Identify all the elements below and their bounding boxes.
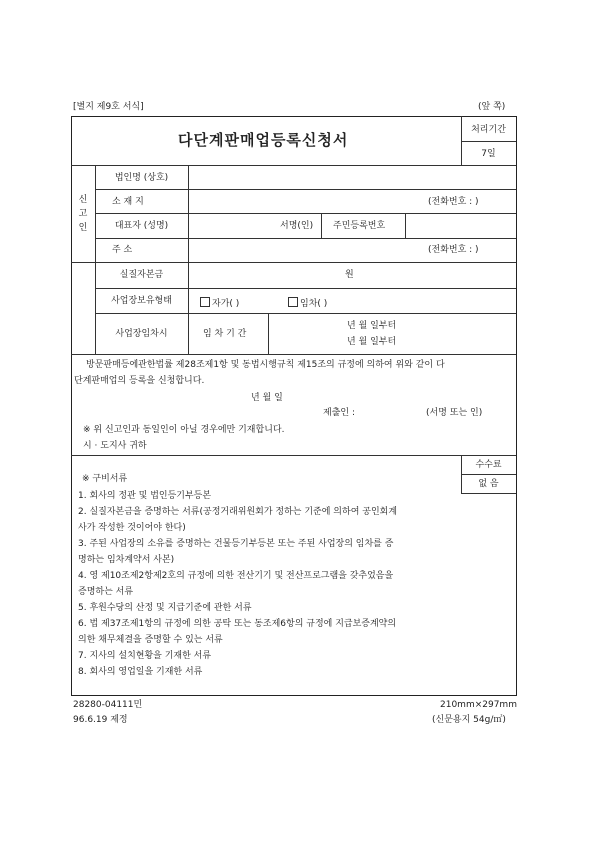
statement-line-1: 방문판매등에관한법률 제28조제1항 및 동법시행규칙 제15조의 규정에 의하여 위와 같이 다 [86,360,445,370]
processing-period-value: 7일 [481,149,496,159]
form-title: 다단계판매업등록신청서 [178,131,349,149]
page-side-label: (앞 쪽) [478,102,506,112]
lease-label: 사업장임차시 [115,329,168,339]
statement-date: 년 월 일 [251,393,283,403]
applicant-group-label: 신 고 인 [78,195,88,233]
paper-size: 210mm×297mm [440,700,517,710]
processing-period-label: 처리기간 [471,125,506,135]
submitter-field[interactable] [365,405,420,419]
ownership-lease-option[interactable]: 임차( ) [288,297,327,309]
location-field[interactable] [189,190,409,212]
location-label: 소 재 지 [112,197,144,207]
company-name-field[interactable] [189,166,515,188]
statement-note: ※ 위 신고인과 동일인이 아닐 경우에만 기재합니다. [83,425,285,435]
document-item: 4. 영 제10조제2항제2호의 규정에 의한 전산기기 및 전산프로그램을 갖추었음을 [78,571,394,581]
location-phone: (전화번호 : ) [428,197,479,207]
resident-number-label: 주민등록번호 [333,221,386,231]
document-item: 3. 주된 사업장의 소유를 증명하는 건물등기부등본 또는 주된 사업장의 임차를 증 [78,539,394,549]
enactment-date: 96.6.19 제정 [73,715,128,725]
lease-period-start: 년 월 일부터 [347,321,397,331]
representative-label: 대표자 (성명) [114,221,169,231]
form-code: 28280-04111민 [73,700,143,710]
representative-field[interactable] [189,214,277,236]
document-item: 6. 법 제37조제1항의 규정에 의한 공탁 또는 동조제6항의 규정에 지급보증계약의 [78,619,397,629]
documents-heading: ※ 구비서류 [82,474,128,484]
fee-value: 없 음 [478,479,499,489]
document-item: 명하는 임차계약서 사본) [78,555,175,565]
ownership-label: 사업장보유형태 [111,296,172,306]
address-label: 주 소 [112,245,133,255]
recipient: 시 · 도지사 귀하 [83,441,147,451]
capital-unit: 원 [345,270,354,280]
document-item: 5. 후원수당의 산정 및 지급기준에 관한 서류 [78,603,252,613]
resident-number-field[interactable] [406,214,515,236]
form-number-label: [별지 제9호 서식] [73,102,144,112]
document-item: 의한 채무체결을 증명할 수 있는 서류 [78,635,223,645]
own-checkbox[interactable] [200,297,210,307]
capital-label: 실질자본금 [119,270,164,280]
address-phone: (전화번호 : ) [428,245,479,255]
lease-period-label: 임 차 기 간 [203,329,247,339]
document-item: 8. 회사의 영업일을 기재한 서류 [78,667,203,677]
submitter-sign: (서명 또는 인) [426,408,483,418]
document-item: 증명하는 서류 [78,587,134,597]
document-item: 7. 지사의 설치현황을 기재한 서류 [78,651,212,661]
lease-period-end: 년 월 일부터 [347,337,397,347]
signature-label: 서명(인) [280,221,314,231]
ownership-own-option[interactable]: 자가( ) [200,297,239,309]
address-field[interactable] [189,239,409,261]
paper-type: (신문용지 54g/㎡) [432,715,506,725]
lease-checkbox[interactable] [288,297,298,307]
submitter-label: 제출인 : [323,408,355,418]
fee-label: 수수료 [475,460,502,470]
document-item: 사가 작성한 것이어야 한다) [78,523,186,533]
document-item: 1. 회사의 정관 및 법인등기부등본 [78,491,212,501]
document-item: 2. 실질자본금을 증명하는 서류(공정거래위원회가 정하는 기준에 의하여 공인회계 [78,507,398,517]
statement-line-2: 단계판매업의 등록을 신청합니다. [74,376,205,386]
company-name-label: 법인명 (상호) [114,173,169,183]
